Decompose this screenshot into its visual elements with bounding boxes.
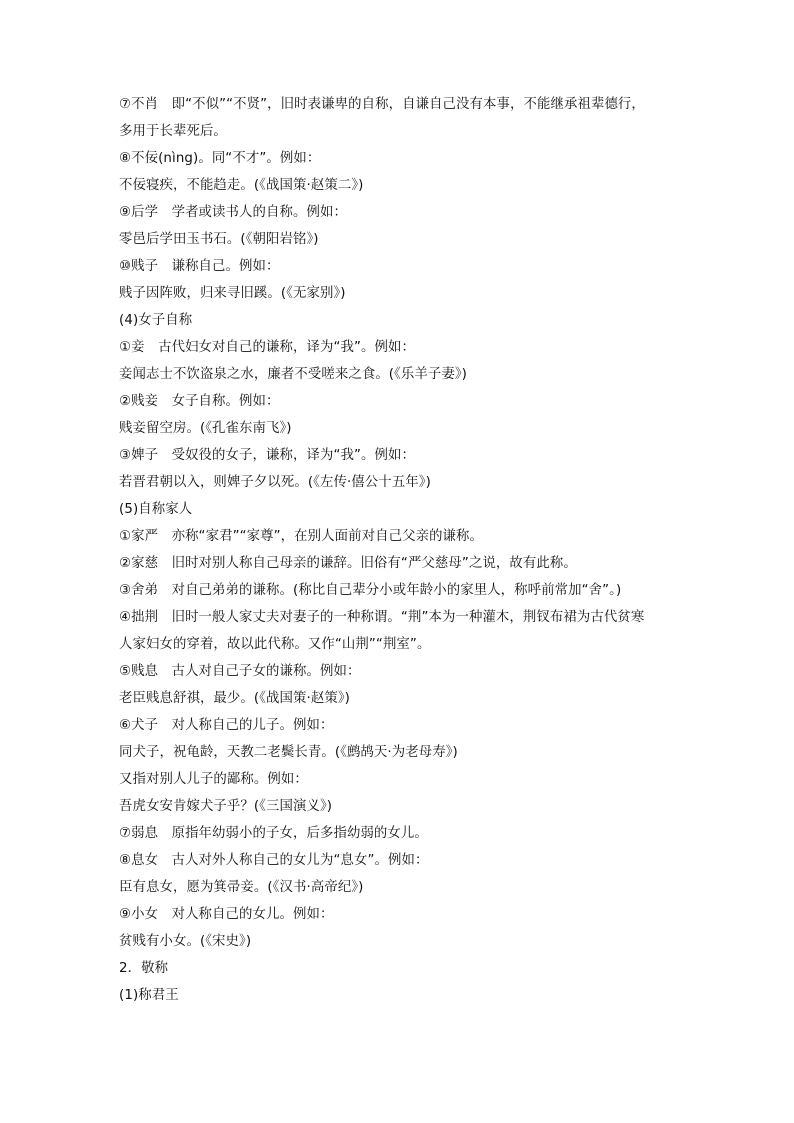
text-line: ⑦弱息 原指年幼弱小的子女，后多指幼弱的女儿。 [119, 826, 428, 841]
text-line: 贱子因阵败，归来寻旧蹊。(《无家别》) [119, 286, 346, 301]
text-line: ②家慈 旧时对别人称自己母亲的谦辞。旧俗有“严父慈母”之说，故有此称。 [119, 556, 577, 571]
section-heading: 2．敬称 [119, 961, 169, 976]
text-line: 不佞寝疾，不能趋走。(《战国策·赵策二》) [119, 178, 364, 193]
section-heading: (4)女子自称 [119, 313, 193, 328]
text-line: ⑨小女 对人称自己的女儿。例如： [119, 907, 334, 922]
text-line: ①家严 亦称“家君”“家尊”，在别人面前对自己父亲的谦称。 [119, 529, 484, 544]
text-line: ⑧不佞(nìng)。同“不才”。例如： [119, 151, 321, 166]
section-heading: (5)自称家人 [119, 502, 193, 517]
document-body [119, 91, 699, 1009]
text-line: 吾虎女安肯嫁犬子乎？(《三国演义》) [119, 799, 333, 814]
text-line: ②贱妾 女子自称。例如： [119, 394, 280, 409]
text-line: 零邑后学田玉书石。(《朝阳岩铭》) [119, 232, 319, 247]
text-line: 妾闻志士不饮盗泉之水，廉者不受嗟来之食。(《乐羊子妻》) [119, 367, 468, 382]
text-line: ③婢子 受奴役的女子，谦称，译为“我”。例如： [119, 448, 415, 463]
text-line: 贫贱有小女。(《宋史》) [119, 934, 252, 949]
text-line: 贱妾留空房。(《孔雀东南飞》) [119, 421, 292, 436]
text-line: ⑥犬子 对人称自己的儿子。例如： [119, 718, 334, 733]
text-line: 老臣贱息舒祺，最少。(《战国策·赵策》) [119, 691, 350, 706]
text-line: ①妾 古代妇女对自己的谦称，译为“我”。例如： [119, 340, 415, 355]
text-line: ⑩贱子 谦称自己。例如： [119, 259, 280, 274]
text-line: 若晋君朝以入，则婢子夕以死。(《左传·僖公十五年》) [119, 475, 431, 490]
text-line: ④拙荆 旧时一般人家丈夫对妻子的一种称谓。“荆”本为一种灌木，荆钗布裙为古代贫寒 [119, 610, 645, 625]
text-line: 同犬子，祝龟龄，天教二老鬓长青。(《鹧鸪天·为老母寿》) [119, 745, 458, 760]
text-line: 人家妇女的穿着，故以此代称。又作“山荆”“荆室”。 [119, 637, 431, 652]
section-heading: (1)称君王 [119, 988, 179, 1003]
text-line: ⑦不肖 即“不似”“不贤”，旧时表谦卑的自称，自谦自己没有本事，不能继承祖辈德行， [119, 97, 645, 112]
text-line: 又指对别人儿子的鄙称。例如： [119, 772, 308, 787]
text-line: ③舍弟 对自己弟弟的谦称。(称比自己辈分小或年龄小的家里人，称呼前常加“舍”。) [119, 583, 622, 598]
text-line: ⑤贱息 古人对自己子女的谦称。例如： [119, 664, 361, 679]
text-line: ⑧息女 古人对外人称自己的女儿为“息女”。例如： [119, 853, 429, 868]
text-line: ⑨后学 学者或读书人的自称。例如： [119, 205, 347, 220]
text-line: 臣有息女，愿为箕帚妾。(《汉书·高帝纪》) [119, 880, 364, 895]
text-line: 多用于长辈死后。 [119, 124, 227, 139]
